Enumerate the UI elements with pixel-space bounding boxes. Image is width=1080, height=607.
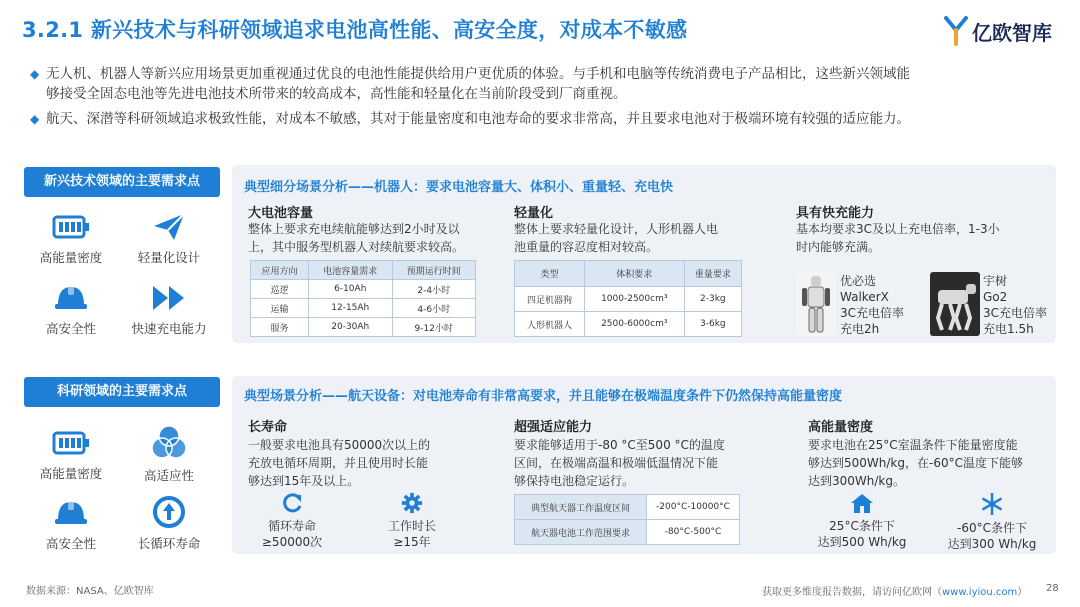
table-row: 航天器电池工作范围要求 -80°C-500°C bbox=[515, 520, 740, 545]
s1-col1-table bbox=[250, 260, 476, 337]
humanoid-robot-icon bbox=[796, 272, 836, 336]
diamond-bullet-icon: ◆ bbox=[30, 112, 40, 126]
section2-panel-title: 典型场景分析——航天设备：对电池寿命有非常高要求，并且能够在极端温度条件下仍然保持高能量密度 bbox=[244, 389, 843, 404]
table-row: 服务 20-30Ah 9-12小时 bbox=[251, 318, 476, 337]
logo-mark-icon bbox=[944, 16, 968, 46]
need-safety-2: 高安全性 bbox=[22, 498, 120, 552]
footer-link[interactable]: www.iyiou.com bbox=[942, 587, 1018, 598]
section2-side-title: 科研领域的主要需求点 bbox=[24, 377, 220, 407]
table-row: 人形机器人 2500-6000cm³ 3-6kg bbox=[515, 312, 742, 337]
robot-dog-icon bbox=[930, 272, 980, 336]
bullet-1 bbox=[30, 64, 1060, 104]
section1-side-title: 新兴技术领域的主要需求点 bbox=[24, 167, 220, 197]
need-energy-density: 高能量密度 bbox=[22, 212, 120, 266]
bullet-2 bbox=[30, 109, 1060, 129]
need-long-cycle: 长循环寿命 bbox=[120, 496, 218, 552]
battery-icon bbox=[52, 212, 90, 242]
stat-low-temp-density: -60°C条件下 达到300 Wh/kg bbox=[938, 492, 1046, 552]
house-icon bbox=[849, 492, 875, 514]
table-header: 体积要求 bbox=[584, 261, 684, 287]
bullet-2-line1: 航天、深潜等科研领域追求极致性能，对成本不敏感，其对于能量密度和电池寿命的要求非常高，并且要求电池对于极端环境有较强的适应能力。 bbox=[46, 111, 910, 127]
stat-cycle-life: 循环寿命 ≥50000次 bbox=[252, 492, 332, 550]
s2-col1-heading: 长寿命 bbox=[248, 420, 288, 435]
page-title: 3.2.1 新兴技术与科研领域追求电池高性能、高安全度，对成本不敏感 bbox=[22, 18, 688, 42]
need-lightweight: 轻量化设计 bbox=[120, 212, 218, 266]
bullet-1-line2: 够接受全固态电池等先进电池技术所带来的较高成本，高性能和轻量化在当前阶段受到厂商重视。 bbox=[46, 86, 627, 102]
s1-col2-table bbox=[514, 260, 742, 337]
paper-plane-icon bbox=[152, 212, 186, 242]
robot-go2-info: 宇树 Go2 3C充电倍率 充电1.5h bbox=[983, 274, 1048, 336]
s1-col3-heading: 具有快充能力 bbox=[796, 206, 875, 221]
cycle-arrow-icon bbox=[152, 496, 186, 528]
venn-icon bbox=[149, 424, 189, 460]
s2-col2-heading: 超强适应能力 bbox=[514, 420, 593, 435]
safety-helmet-icon bbox=[54, 498, 88, 528]
need-fast-charge: 快速充电能力 bbox=[120, 283, 218, 337]
robot-dog-image bbox=[930, 272, 980, 336]
s1-col2-text: 整体上要求轻量化设计，人形机器人电 池重量的容忍度相对较高。 bbox=[514, 222, 719, 254]
table-row: 四足机器狗 1000-2500cm³ 2-3kg bbox=[515, 287, 742, 312]
refresh-icon bbox=[280, 492, 304, 514]
stat-working-time: 工作时长 ≥15年 bbox=[372, 492, 452, 550]
table-header: 预期运行时间 bbox=[392, 261, 476, 280]
snowflake-icon bbox=[980, 492, 1004, 516]
table-header: 类型 bbox=[515, 261, 585, 287]
table-header: 应用方向 bbox=[251, 261, 309, 280]
need-energy-density-2: 高能量密度 bbox=[22, 428, 120, 482]
page-number: 28 bbox=[1046, 583, 1059, 594]
diamond-bullet-icon: ◆ bbox=[30, 67, 40, 81]
safety-helmet-icon bbox=[54, 283, 88, 313]
footer-source: 数据来源：NASA、亿欧智库 bbox=[26, 586, 154, 597]
gear-icon bbox=[400, 492, 424, 514]
s2-col2-text: 要求能够适用于-80 °C至500 °C的温度 区间，在极端高温和极端低温情况下能 够保持电池稳定运行。 bbox=[514, 438, 725, 488]
footer-more-info: 获取更多维度报告数据，请访问亿欧网（www.iyiou.com） bbox=[762, 587, 1028, 598]
table-row: 典型航天器工作温度区间 -200°C-10000°C bbox=[515, 495, 740, 520]
fast-forward-icon bbox=[150, 283, 188, 313]
s2-col3-text: 要求电池在25°C室温条件下能量密度能 够达到500Wh/kg，在-60°C温度下能够 达到300Wh/kg。 bbox=[808, 438, 1023, 488]
s1-col1-heading: 大电池容量 bbox=[248, 206, 314, 221]
s1-col1-text: 整体上要求充电续航能够达到2小时及以 上，其中服务型机器人对续航要求较高。 bbox=[248, 222, 465, 254]
need-safety: 高安全性 bbox=[22, 283, 120, 337]
s2-col2-table bbox=[514, 494, 740, 545]
table-header: 重量要求 bbox=[684, 261, 741, 287]
logo bbox=[944, 12, 1064, 50]
s1-col2-heading: 轻量化 bbox=[514, 206, 554, 221]
bullet-1-line1: 无人机、机器人等新兴应用场景更加重视通过优良的电池性能提供给用户更优质的体验。与手机和电脑等传统消费电子产品相比，这些新兴领域能 bbox=[46, 66, 910, 82]
stat-room-temp-density: 25°C条件下 达到500 Wh/kg bbox=[808, 492, 916, 550]
need-adaptability: 高适应性 bbox=[120, 424, 218, 484]
table-row: 巡逻 6-10Ah 2-4小时 bbox=[251, 280, 476, 299]
s1-col3-text: 基本均要求3C及以上充电倍率，1-3小 时内能够充满。 bbox=[796, 222, 1000, 254]
s2-col1-text: 一般要求电池具有50000次以上的 充放电循环周期，并且使用时长能 够达到15年及以上。 bbox=[248, 438, 431, 488]
logo-text: 亿欧智库 bbox=[972, 20, 1052, 45]
section1-panel-title: 典型细分场景分析——机器人：要求电池容量大、体积小、重量轻、充电快 bbox=[244, 180, 674, 195]
table-header: 电池容量需求 bbox=[309, 261, 392, 280]
battery-icon bbox=[52, 428, 90, 458]
table-row: 运输 12-15Ah 4-6小时 bbox=[251, 299, 476, 318]
robot-walkerx-info: 优必选 WalkerX 3C充电倍率 充电2h bbox=[840, 274, 905, 336]
humanoid-robot-image bbox=[796, 272, 836, 336]
s2-col3-heading: 高能量密度 bbox=[808, 420, 874, 435]
